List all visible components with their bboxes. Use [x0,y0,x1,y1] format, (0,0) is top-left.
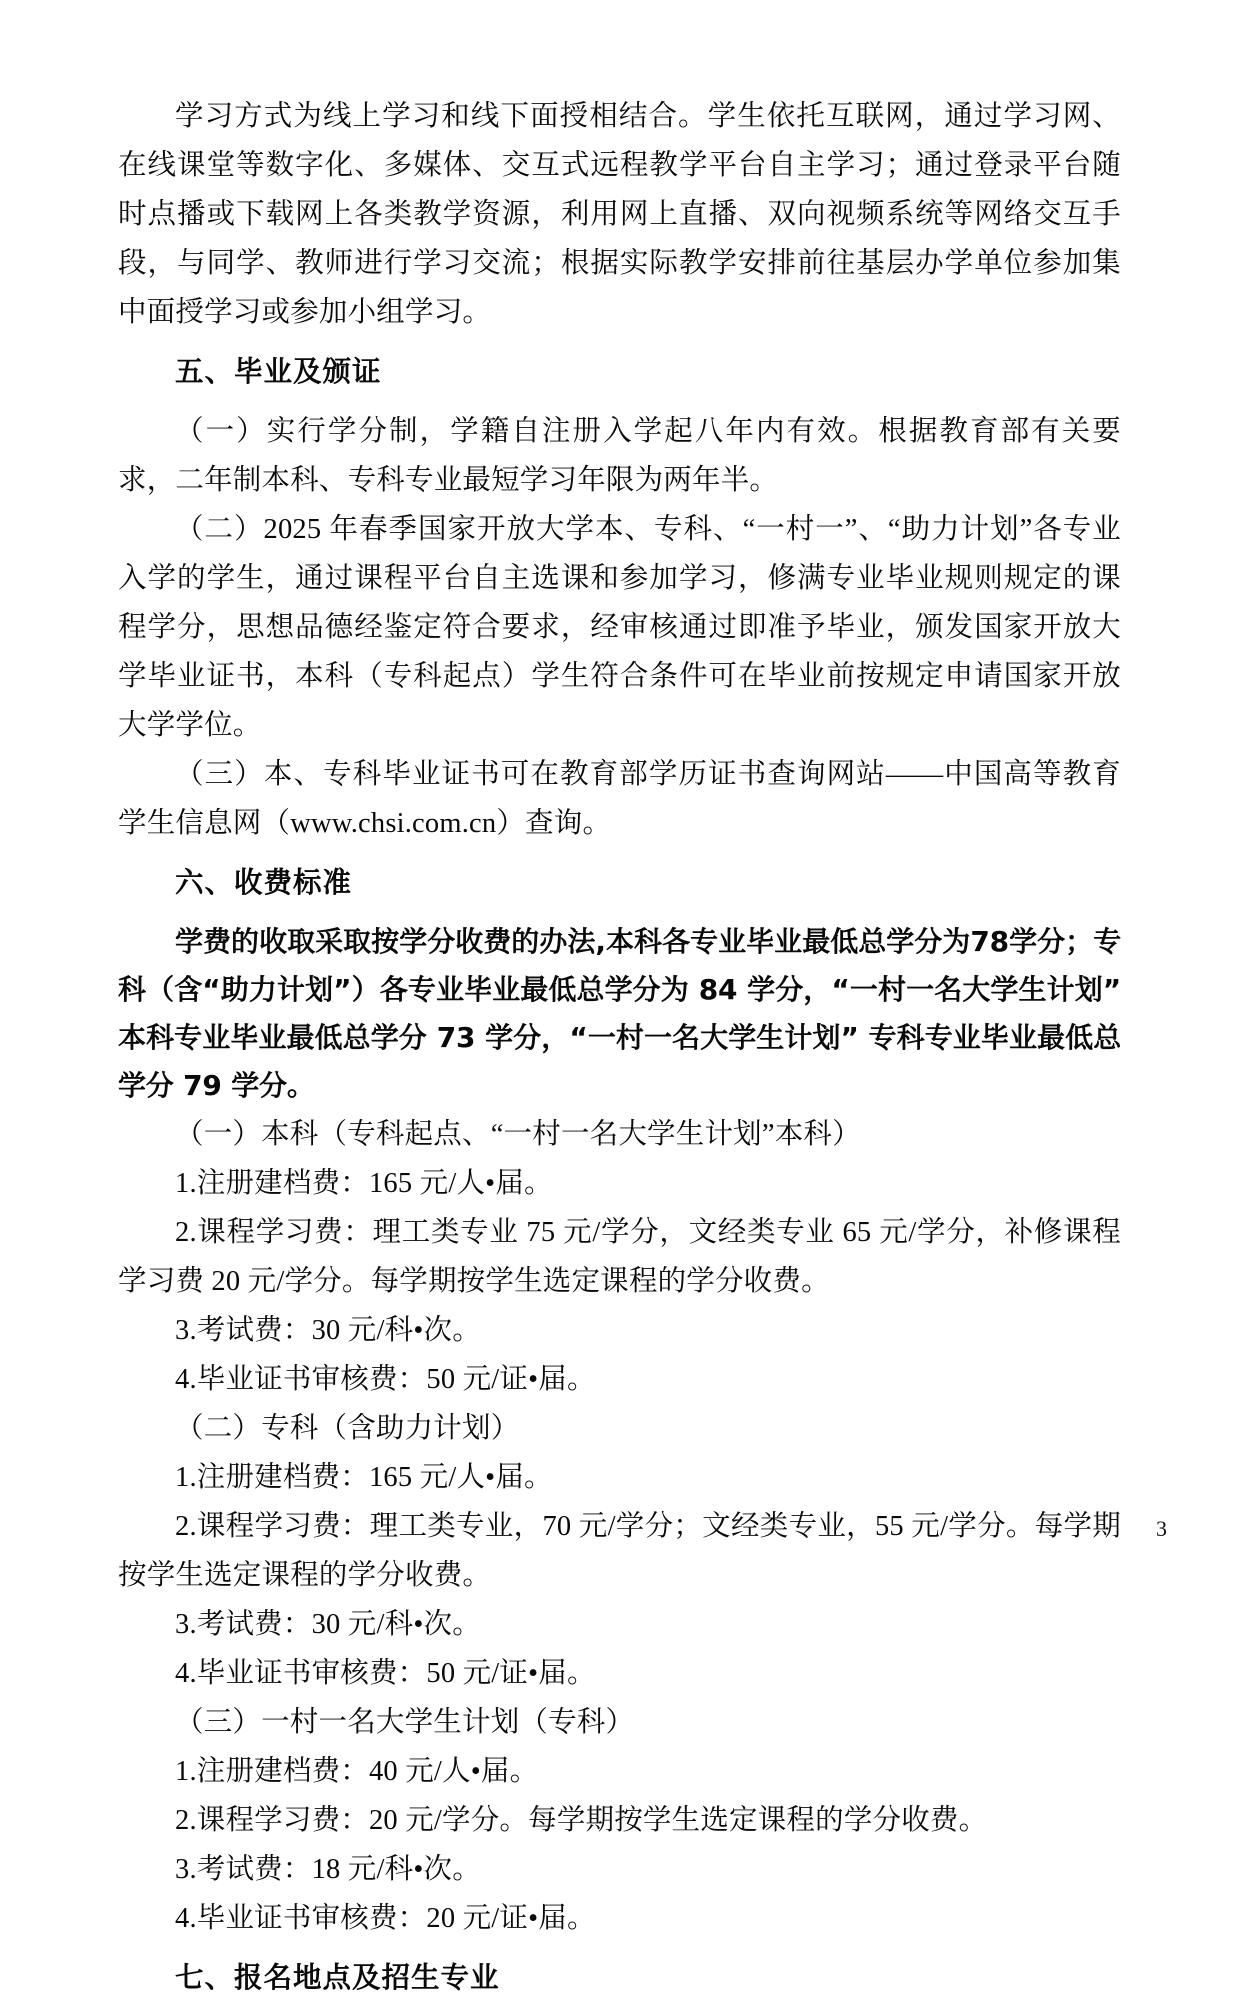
paragraph-fee-village-title: （三）一村一名大学生计划（专科） [175,1707,635,1738]
paragraph-graduation-item-1: （一）实行学分制，学籍自注册入学起八年内有效。根据教育部有关要求，二年制本科、专科专业最短学习年限为两年半。 [118,416,1121,496]
spacer [118,337,1121,347]
spacer [118,848,1121,858]
paragraph-fee-village-item-2: 2.课程学习费：20 元/学分。每学期按学生选定课程的学分收费。 [175,1805,988,1836]
paragraph-fee-undergrad-item-2: 2.课程学习费：理工类专业 75 元/学分，文经类专业 65 元/学分，补修课程学习费 20 元/学分。每学期按学生选定课程的学分收费。 [118,1217,1121,1297]
paragraph-fee-undergrad-item-3: 3.考试费：30 元/科•次。 [175,1315,481,1346]
paragraph-fee-village-item-1: 1.注册建档费：40 元/人•届。 [175,1756,539,1787]
section-heading-fees: 六、收费标准 [175,866,353,899]
paragraph-fee-village-item-3: 3.考试费：18 元/科•次。 [175,1854,481,1885]
paragraph-fee-college-item-2: 2.课程学习费：理工类专业，70 元/学分；文经类专业，55 元/学分。每学期按学生选定课程的学分收费。 [118,1511,1121,1591]
paragraph-fee-college-item-4: 4.毕业证书审核费：50 元/证•届。 [175,1658,596,1689]
paragraph-graduation-item-3: （三）本、专科毕业证书可在教育部学历证书查询网站——中国高等教育学生信息网（www.chsi.com.cn）查询。 [118,759,1121,839]
paragraph-fee-summary: 学费的收取采取按学分收费的办法,本科各专业毕业最低总学分为78学分；专科（含“助力计划”）各专业毕业最低总学分为 84 学分，“一村一名大学生计划” 本科专业毕业最低总学分 73 学分，“一村一名大学生计划” 专科专业毕业最低总学分 79 学分。 [118,925,1121,1102]
paragraph-fee-undergrad-item-1: 1.注册建档费：165 元/人•届。 [175,1168,553,1199]
section-heading-enrollment: 七、报名地点及招生专业 [175,1961,500,1994]
paragraph-fee-undergrad-item-4: 4.毕业证书审核费：50 元/证•届。 [175,1364,596,1395]
paragraph-study-mode: 学习方式为线上学习和线下面授相结合。学生依托互联网，通过学习网、在线课堂等数字化、多媒体、交互式远程教学平台自主学习；通过登录平台随时点播或下载网上各类教学资源，利用网上直播、双向视频系统等网络交互手段，与同学、教师进行学习交流；根据实际教学安排前往基层办学单位参加集中面授学习或参加小组学习。 [118,101,1121,328]
spacer [118,1943,1121,1953]
paragraph-fee-college-item-3: 3.考试费：30 元/科•次。 [175,1609,481,1640]
paragraph-fee-village-item-4: 4.毕业证书审核费：20 元/证•届。 [175,1903,596,1934]
page-number: 3 [1156,1516,1167,1541]
paragraph-fee-undergrad-title: （一）本科（专科起点、“一村一名大学生计划”本科） [175,1119,861,1150]
paragraph-fee-college-item-1: 1.注册建档费：165 元/人•届。 [175,1462,553,1493]
section-heading-graduation: 五、毕业及颁证 [175,355,382,388]
paragraph-graduation-item-2: （二）2025 年春季国家开放大学本、专科、“一村一”、“助力计划”各专业入学的学生，通过课程平台自主选课和参加学习，修满专业毕业规则规定的课程学分，思想品德经鉴定符合要求，经审核通过即准予毕业，颁发国家开放大学毕业证书，本科（专科起点）学生符合条件可在毕业前按规定申请国家开放大学学位。 [118,514,1121,741]
page-content [118,92,1121,2002]
paragraph-fee-college-title: （二）专科（含助力计划） [175,1413,520,1444]
